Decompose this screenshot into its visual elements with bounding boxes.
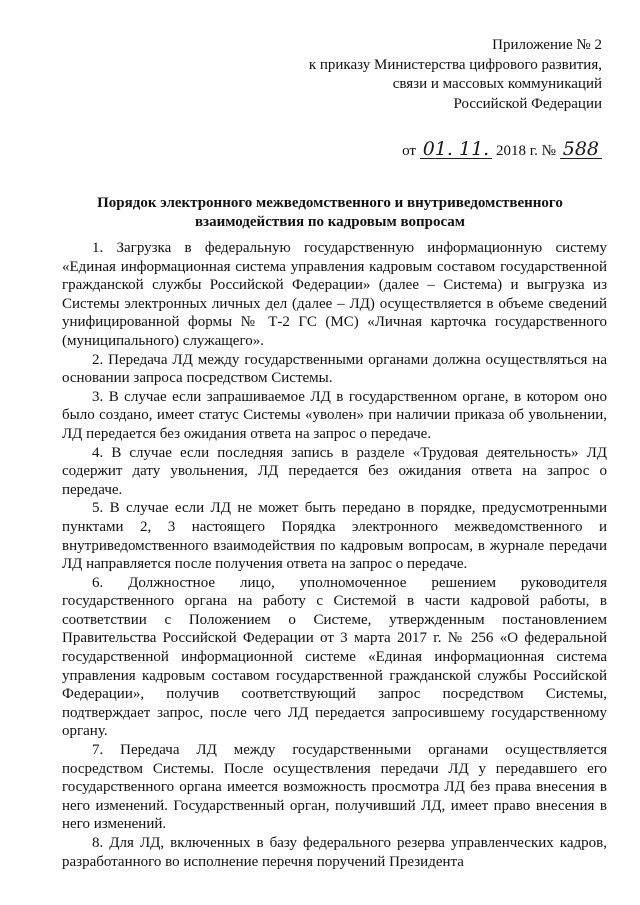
order-year: 2018 г. № <box>495 143 556 159</box>
order-date-handwritten: 01. 11. <box>420 140 492 159</box>
appendix-line: связи и массовых коммуникаций <box>392 76 602 92</box>
document-title <box>60 194 600 232</box>
title-line: взаимодействия по кадровым вопросам <box>194 214 466 230</box>
paragraph-5: 5. В случае если ЛД не может быть передано в порядке, предусмотренными пунктами 2, 3 настоящего Порядка электронного межведомственного и внутриведомственного взаимодействия по кадровым вопросам, в журнале передачи ЛД направляется после получения ответа на запрос о передаче. <box>62 500 607 573</box>
paragraph-4: 4. В случае если последняя запись в разделе «Трудовая деятельность» ЛД содержит дату увольнения, ЛД передается без ожидания ответа на запрос о передаче. <box>62 444 607 498</box>
paragraph-2: 2. Передача ЛД между государственными органами должна осуществляться на основании запроса посредством Системы. <box>62 351 607 387</box>
order-number-handwritten: 588 <box>560 140 602 159</box>
appendix-line: Российской Федерации <box>453 95 602 112</box>
paragraph-7: 7. Передача ЛД между государственными органами осуществляется посредством Системы. После осуществления передачи ЛД у передавшего его государственного органа имеется возможность просмотра ЛД без права внесения в него изменений. Государственный орган, получивший ЛД, имеет право внесения в него изменений. <box>62 742 607 833</box>
title-line: Порядок электронного межведомственного и внутриведомственного <box>97 195 563 211</box>
paragraph-6: 6. Должностное лицо, уполномоченное решением руководителя государственного органа на работу с Системой в части кадровой работы, в соответствии с Положением о Системе, утвержденным постановлением Правительства Российской Федерации от 3 марта 2017 г. № 256 «О федеральной государственной информационной системе «Единая информационная система управления кадровым составом государственной гражданской службы Российской Федерации», получив соответствующий запрос посредством Системы, подтверждает запрос, после чего ЛД передается запросившему государственному органу. <box>62 574 607 740</box>
appendix-line: Приложение № 2 <box>492 37 602 53</box>
order-prefix: от <box>402 143 416 159</box>
paragraph-1: 1. Загрузка в федеральную государственную информационную систему «Единая информационная система управления кадровым составом государственной гражданской службы Российской Федерации» (далее – Система) и выгрузка из Системы электронных личных дел (далее – ЛД) осуществляется в объеме сведений унифицированной формы № Т-2 ГС (МС) «Личная карточка государственного (муниципального) служащего». <box>62 240 607 349</box>
document-body <box>62 239 607 871</box>
appendix-line: к приказу Министерства цифрового развития, <box>308 56 602 73</box>
paragraph-8: 8. Для ЛД, включенных в базу федерального резерва управленческих кадров, разработанного во исполнение перечня поручений Президента <box>62 835 607 870</box>
appendix-header <box>309 36 602 114</box>
paragraph-3: 3. В случае если запрашиваемое ЛД в государственном органе, в котором оно было создано, имеет статус Системы «уволен» при наличии приказа об увольнении, ЛД передается без ожидания ответа на запрос о передаче. <box>62 388 607 442</box>
order-date-number <box>402 140 602 160</box>
